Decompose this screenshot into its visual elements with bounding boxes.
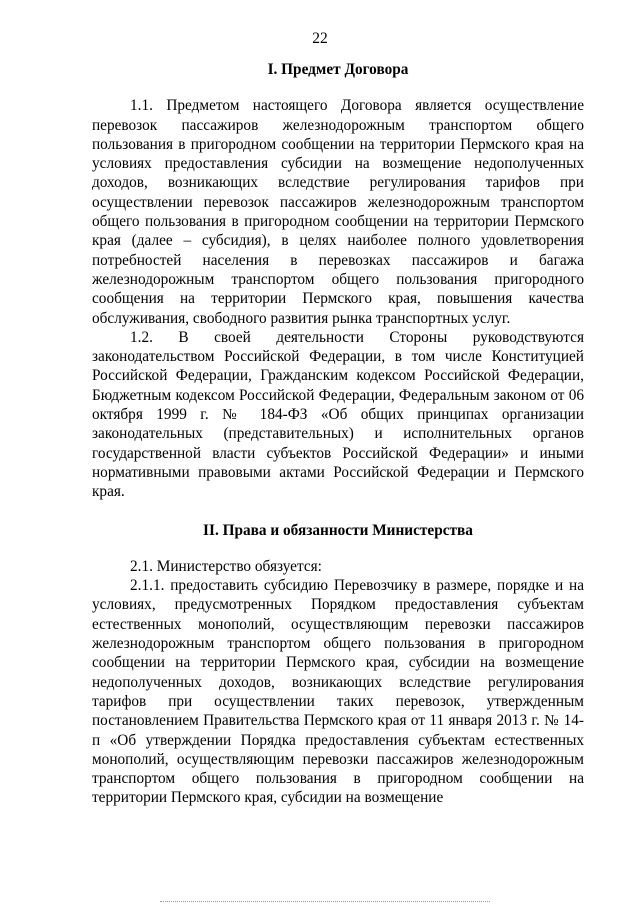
paragraph-2-1: 2.1. Министерство обязуется: bbox=[130, 557, 322, 575]
document-body bbox=[92, 60, 584, 808]
section-heading-ministry-rights: II. Права и обязанности Министерства bbox=[203, 521, 473, 539]
paragraph-1-2: 1.2. В своей деятельности Стороны руководствуются законодательством Российской Федерации, в том числе Конституцией Российской Федерации, Гражданским кодексом Российской Федерации, Бюджетным кодексом Российской Федерации, Федеральным законом от 06 октября 1999 г. № 184-ФЗ «Об общих принципах организации законодательных (представительных) и исполнительных органов государственной власти субъектов Российской Федерации» и иными нормативными правовыми актами Российской Федерации и Пермского края. bbox=[92, 328, 584, 501]
paragraph-1-1: 1.1. Предметом настоящего Договора является осуществление перевозок пассажиров железнодорожным транспортом общего пользования в пригородном сообщении на территории Пермского края на условиях предоставления субсидии на возмещение недополученных доходов, возникающих вследствие регулирования тарифов при осуществлении перевозок пассажиров железнодорожным транспортом общего пользования в пригородном сообщении на территории Пермского края (далее – субсидия), в целях наиболее полного удовлетворения потребностей населения в перевозках пассажиров и багажа железнодорожным транспортом общего пользования пригородного сообщения на территории Пермского края, повышения качества обслуживания, свободного развития рынка транспортных услуг. bbox=[92, 97, 584, 327]
page-number: 22 bbox=[312, 30, 328, 47]
paragraph-2-1-1: 2.1.1. предоставить субсидию Перевозчику в размере, порядке и на условиях, предусмотренных Порядком предоставления субъектам естественных монополий, осуществляющим перевозки пассажиров железнодорожным транспортом общего пользования в пригородном сообщении на территории Пермского края, субсидии на возмещение недополученных доходов, возникающих вследствие регулирования тарифов при осуществлении таких перевозок, утвержденным постановлением Правительства Пермского края от 11 января 2013 г. № 14-п «Об утверждении Порядка предоставления субъектам естественных монополий, осуществляющим перевозки пассажиров железнодорожным транспортом общего пользования в пригородном сообщении на территории Пермского края, субсидии на возмещение bbox=[92, 577, 584, 807]
section-heading-subject: I. Предмет Договора bbox=[267, 61, 409, 78]
scan-edge-artifact bbox=[160, 901, 490, 905]
